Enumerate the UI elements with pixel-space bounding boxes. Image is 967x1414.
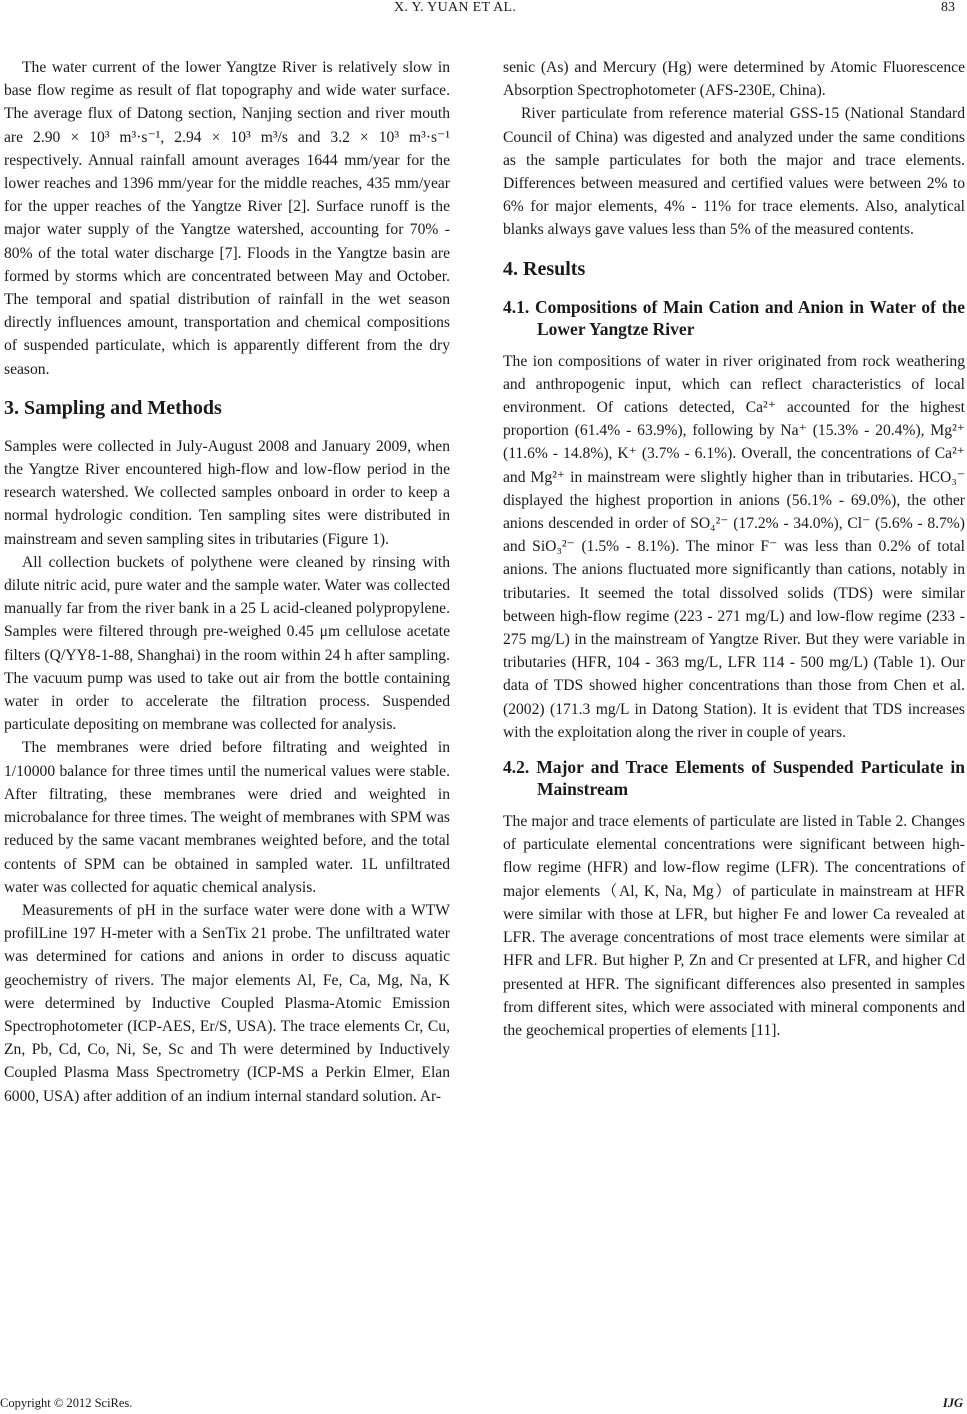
body-paragraph: The major and trace elements of particulate are listed in Table 2. Changes of particulate elemental concentrations were significant between high-flow regime (HFR) and low-flow regime (LFR). The concentrations of major elements（Al, K, Na, Mg）of particulate in mainstream at HFR were similar with those at LFR, but higher Fe and lower Ca revealed at LFR. The average concentrations of most trace elements were similar at HFR and LFR. But higher P, Zn and Cr presented at LFR, and higher Cd presented at HFR. The significant differences also presented in samples from different sites, which were associated with mineral components and the geochemical properties of elements [11]. [503,813,965,1039]
section-heading-results: 4. Results [503,257,586,280]
right-column [503,56,965,1042]
running-header-authors: X. Y. YUAN ET AL. [394,0,517,15]
subsection-heading-4-2: 4.2. Major and Trace Elements of Suspended Particulate in Mainstream [503,757,965,800]
body-paragraph: The membranes were dried before filtrating and weighted in 1/10000 balance for three times until the numerical values were stable. After filtrating, these membranes were dried and weighted in microbalance for three times. The weight of membranes with SPM was reduced by the same vacant membranes weighted before, and the total contents of SPM can be obtained in sampled water. 1L unfiltrated water was collected for aquatic chemical analysis. [4,739,450,896]
running-header [0,0,967,26]
subsection-heading-4-1: 4.1. Compositions of Main Cation and Anion in Water of the Lower Yangtze River [503,296,965,339]
body-paragraph: senic (As) and Mercury (Hg) were determined by Atomic Fluorescence Absorption Spectrophotometer (AFS-230E, China). [503,59,965,100]
body-paragraph: The water current of the lower Yangtze River is relatively slow in base flow regime as result of flat topography and wide water surface. The average flux of Datong section, Nanjing section and river mouth are 2.90 × 10³ m³·s⁻¹, 2.94 × 10³ m³/s and 3.2 × 10³ m³·s⁻¹ respectively. Annual rainfall amount averages 1644 mm/year for the lower reaches and 1396 mm/year for the middle reaches, 435 mm/year for the upper reaches of the Yangtze River [2]. Surface runoff is the major water supply of the Yangtze watershed, accounting for 70% - 80% of the total water discharge [7]. Floods in the Yangtze basin are formed by storms which are concentrated between May and October. The temporal and spatial distribution of rainfall in the wet season directly influences amount, transportation and chemical compositions of suspended particulate, which is apparently different from the dry season. [4,59,450,378]
body-paragraph: River particulate from reference material GSS-15 (National Standard Council of China) was digested and analyzed under the same conditions as the sample particulates for both the major and trace elements. Differences between measured and certified values were between 2% to 6% for major elements, 4% - 11% for trace elements. Also, analytical blanks always gave values less than 5% of the measured contents. [503,105,965,239]
copyright-notice: Copyright © 2012 SciRes. [0,1396,133,1410]
journal-abbrev: IJG [942,1396,963,1410]
page-number: 83 [941,0,955,15]
left-column [4,56,450,1108]
section-heading-sampling: 3. Sampling and Methods [4,396,222,419]
body-paragraph: All collection buckets of polythene were cleaned by rinsing with dilute nitric acid, pure water and the sample water. Water was collected manually far from the river bank in a 25 L acid-cleaned polypropylene. Samples were filtered through pre-weighed 0.45 μm cellulose acetate filters (Q/YY8-1-88, Shanghai) in the room within 24 h after sampling. The vacuum pump was used to take out air from the bottle containing water in order to accelerate the filtration process. Suspended particulate depositing on membrane was collected for analysis. [4,553,450,734]
body-paragraph: Samples were collected in July-August 2008 and January 2009, when the Yangtze River encountered high-flow and low-flow period in the research watershed. We collected samples onboard in order to keep a normal hydrologic condition. Ten sampling sites were distributed in mainstream and seven sampling sites in tributaries (Figure 1). [4,437,450,548]
body-paragraph: Measurements of pH in the surface water were done with a WTW profilLine 197 H-meter with a SenTix 21 probe. The unfiltrated water was determined for cations and anions in order to discuss aquatic geochemistry of rivers. The major elements Al, Fe, Ca, Mg, Na, K were determined by Inductive Coupled Plasma-Atomic Emission Spectrophotometer (ICP-AES, Er/S, USA). The trace elements Cr, Cu, Zn, Pb, Cd, Co, Ni, Se, Sc and Th were determined by Inductively Coupled Plasma Mass Spectrometry (ICP-MS a Perkin Elmer, Elan 6000, USA) after addition of an indium internal standard solution. Ar- [4,901,450,1105]
body-paragraph: The ion compositions of water in river originated from rock weathering and anthropogenic input, which can reflect characteristics of local environment. Of cations detected, Ca²⁺ accounted for the highest proportion (61.4% - 63.9%), following by Na⁺ (15.3% - 20.4%), Mg²⁺ (11.6% - 14.8%), K⁺ (3.7% - 6.1%). Overall, the concentrations of Ca²⁺ and Mg²⁺ in mainstream were slightly higher than in tributaries. HCO₃⁻ displayed the highest proportion in anions (56.1% - 69.0%), the other anions descended in order of SO₄²⁻ (17.2% - 34.0%), Cl⁻ (5.6% - 8.7%) and SiO₃²⁻ (1.5% - 8.1%). The minor F⁻ was less than 0.2% of total anions. The anions fluctuated more significantly than cations, notably in tributaries. It seemed the total dissolved solids (TDS) were similar between high-flow regime (223 - 271 mg/L) and low-flow regime (233 - 275 mg/L) in the mainstream of Yangtze River. But they were variable in tributaries (HFR, 104 - 363 mg/L, LFR 114 - 500 mg/L) (Table 1). Our data of TDS showed higher concentrations than those from Chen et al. (2002) (171.3 mg/L in Datong Station). It is evident that TDS increases with the exploitation along the river in couple of years. [503,352,965,741]
